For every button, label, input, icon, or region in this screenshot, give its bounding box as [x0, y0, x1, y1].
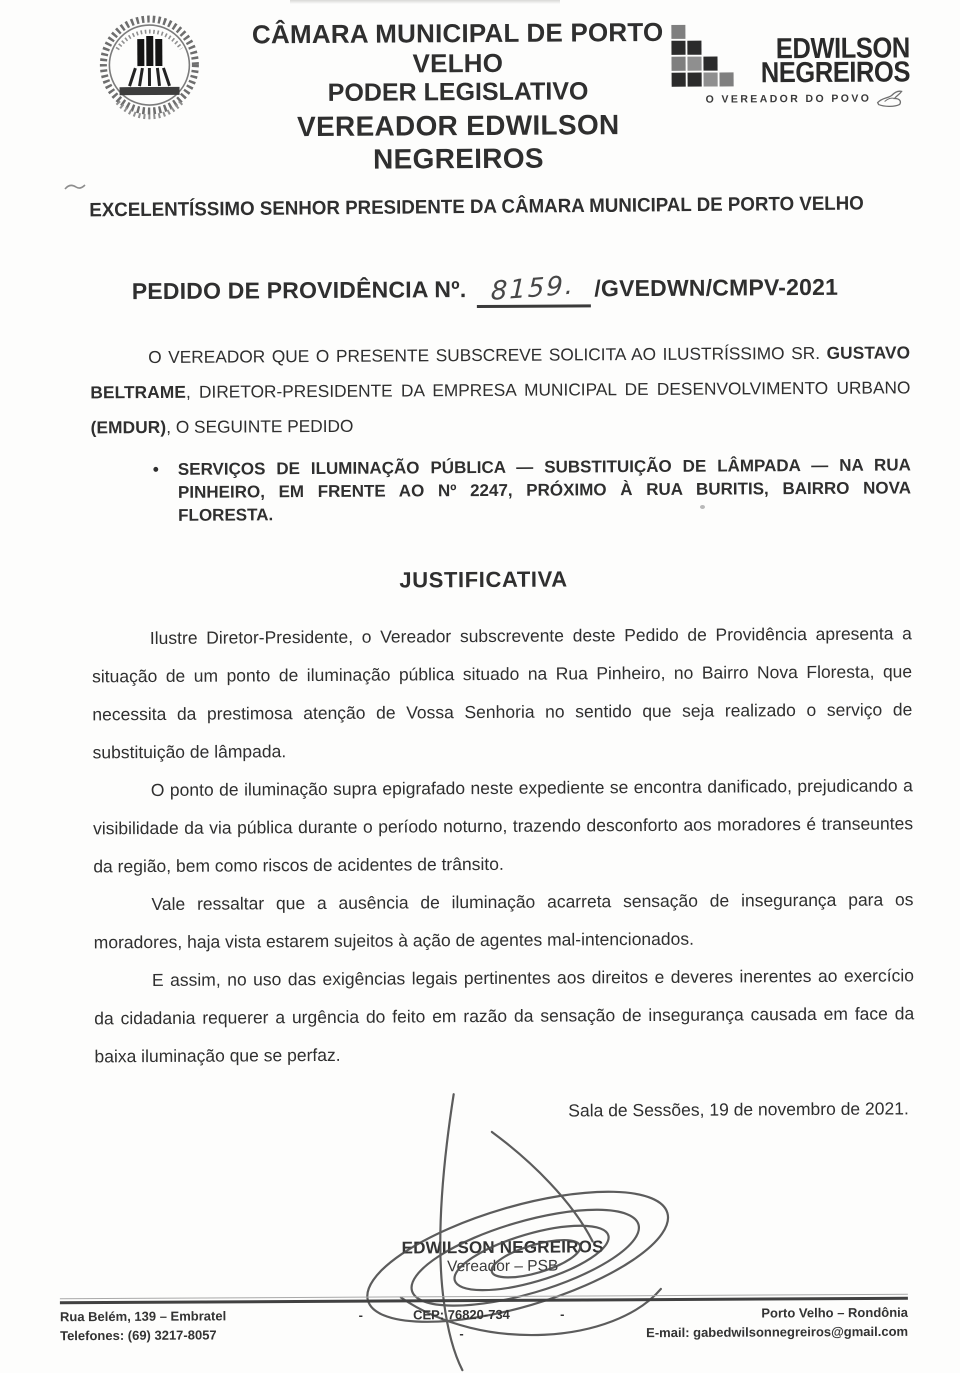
dove-icon	[874, 88, 904, 108]
title-prefix: PEDIDO DE PROVIDÊNCIA Nº.	[131, 276, 467, 305]
footer-separator-2: -	[560, 1306, 565, 1322]
request-director-name: GUSTAVO BELTRAME	[90, 342, 911, 403]
footer-city: Porto Velho – Rondônia	[761, 1304, 909, 1321]
justification-paragraph-3: Vale ressaltar que a ausência de iluminação acarreta sensação de insegurança para os moradores, haja vista estarem sujeitos à ação de agentes mal-intencionados.	[93, 889, 914, 953]
bullet-text: SERVIÇOS DE ILUMINAÇÃO PÚBLICA — SUBSTITUIÇÃO DE LÂMPADA — NA RUA PINHEIRO, EM FRENTE AO Nº 2247, PRÓXIMO À RUA BURITIS, BAIRRO NOVA FLORESTA.	[177, 455, 912, 526]
logo-name-block	[761, 32, 911, 90]
footer-address: Rua Belém, 139 – Embratel	[59, 1308, 227, 1325]
logo-name-line2: NEGREIROS	[761, 56, 911, 90]
date-line: Sala de Sessões, 19 de novembro de 2021.	[568, 1098, 909, 1121]
justification-heading: JUSTIFICATIVA	[399, 566, 568, 593]
stair-blocks-icon	[672, 24, 738, 86]
footer-cep-dash: -	[459, 1325, 464, 1341]
justification-paragraph-2: O ponto de iluminação supra epigrafado neste expediente se encontra danificado, prejudicando a visibilidade da via pública durante o período noturno, trazendo desconforto aos moradores é transeuntes da região, bem como riscos de acidentes de trânsito.	[92, 775, 914, 877]
footer-email: E-mail: gabedwilsonnegreiros@gmail.com	[646, 1323, 909, 1340]
logo-name-line1: EDWILSON	[776, 32, 911, 66]
handwritten-number: 8159.	[490, 270, 576, 308]
signatory-role: Vereador – PSB	[447, 1257, 559, 1276]
title-suffix: /GVEDWN/CMPV-2021	[594, 274, 839, 302]
letterhead	[0, 0, 960, 178]
org-title-block	[210, 9, 706, 177]
request-emdur: (EMDUR)	[90, 417, 167, 438]
request-paragraph	[90, 336, 911, 446]
edwilson-negreiros-logo	[705, 7, 911, 109]
org-name: CÂMARA MUNICIPAL DE PORTO VELHO	[251, 16, 664, 79]
org-branch: PODER LEGISLATIVO	[327, 77, 589, 108]
request-seg3: , DIRETOR-PRESIDENTE DA EMPRESA MUNICIPAL DE DESENVOLVIMENTO URBANO	[185, 377, 911, 403]
footer-cep: CEP: 76820-734	[413, 1306, 510, 1323]
bullet-marker-icon: •	[152, 460, 159, 480]
addressee-line: EXCELENTÍSSIMO SENHOR PRESIDENTE DA CÂMARA MUNICIPAL DE PORTO VELHO	[89, 192, 864, 222]
justification-paragraph-1: Ilustre Diretor-Presidente, o Vereador subscrevente deste Pedido de Providência apresenta a situação de um ponto de iluminação pública situado na Rua Pinheiro, no Bairro Nova Floresta, que necessita da prestimosa atenção de Vossa Senhoria no sentido que seja realizado o serviço de substituição de lâmpada.	[92, 623, 913, 763]
footer	[60, 1294, 908, 1346]
footer-separator-1: -	[358, 1307, 363, 1323]
document-title	[132, 271, 960, 310]
footer-phones: Telefones: (69) 3217-8057	[60, 1327, 217, 1344]
logo-tagline-text: O VEREADOR DO POVO	[705, 92, 872, 106]
coat-of-arms-icon	[88, 12, 211, 127]
justification-paragraph-4: E assim, no uso das exigências legais pertinentes aos direitos e deveres inerentes ao exercício da cidadania requerer a urgência do feito em razão da sensação de insegurança causada em face da baixa iluminação que se perfaz.	[94, 965, 915, 1067]
request-seg1: O VEREADOR QUE O PRESENTE SUBSCREVE SOLICITA AO ILUSTRÍSSIMO SR.	[148, 343, 827, 368]
org-vereador: VEREADOR EDWILSON NEGREIROS	[296, 109, 620, 175]
request-seg5: , O SEGUINTE PEDIDO	[166, 416, 354, 438]
handwritten-number-field	[476, 270, 590, 309]
request-bullet-item	[153, 454, 911, 528]
signatory-name: EDWILSON NEGREIROS	[401, 1237, 604, 1258]
